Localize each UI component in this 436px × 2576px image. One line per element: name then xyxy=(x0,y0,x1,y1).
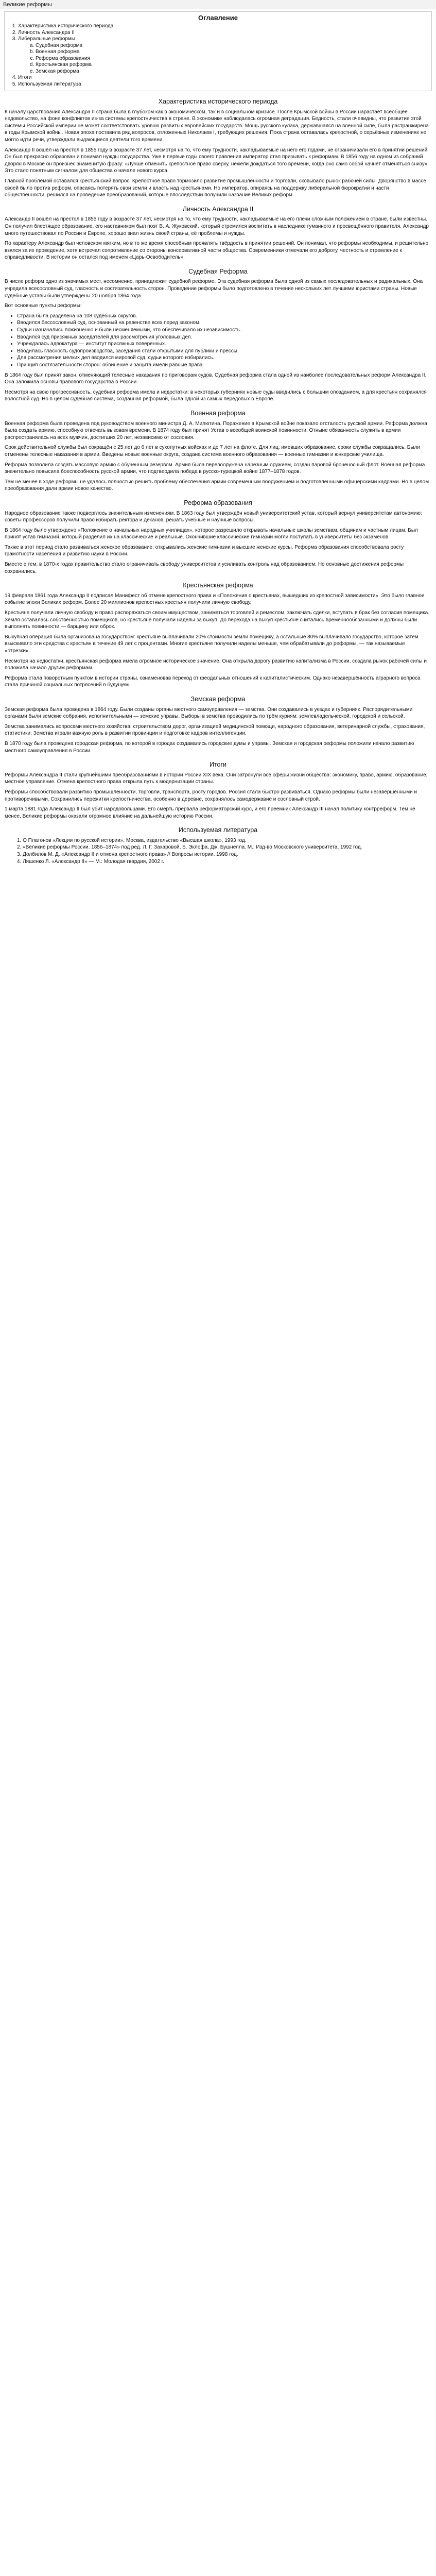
list-intro: Вот основные пункты реформы: xyxy=(5,303,82,309)
toc-subitem[interactable] xyxy=(36,62,428,69)
paragraph: Главной проблемой оставался крестьянский вопрос. Крепостное право тормозило развитие промышленности и торговли, сковывало рынок рабочей силы. Дворянство в массе своей было против реформ, опасаясь потерять свои земли и власть над крестьянами. Но император, опираясь на поддержку либеральной бюрократии и части общественности, решился на проведение преобразований, которые впоследствии получили название Великих реформ. xyxy=(5,178,426,198)
paragraph: По характеру Александр был человеком мягким, но в то же время способным проявлять твёрдость в принятии решений. Он понимал, что реформы необходимы, и решительно взялся за их проведение, хотя встречал сопротивление со стороны консервативной части общества. Современники отмечали его доброту, честность и стремление к справедливости. В истории он остался под именем «Царь-Освободитель». xyxy=(5,241,429,261)
paragraph: 1 марта 1881 года Александр II был убит народовольцами. Его смерть прервала реформаторский курс, и его преемник Александр III начал политику контрреформ. Тем не менее, Великие реформы оказали огромное влияние на дальнейшую историю России. xyxy=(5,806,415,819)
toc-item[interactable] xyxy=(18,30,428,37)
list-item: • Судьи назначались пожизненно и были несменяемыми, что обеспечивало их независимость. xyxy=(17,327,431,334)
bibliography-list xyxy=(5,837,431,865)
toc-link-results[interactable]: Итоги xyxy=(18,75,32,80)
paragraph: В 1864 году было утверждено «Положение о начальных народных училищах», которое разрешило открывать начальные школы земствам, общинам и частным лицам. Был принят устав гимназий, который разделил их на классические и реальные. Окончившие классические гимназии могли поступать в университеты без экзаменов. xyxy=(5,527,418,540)
section-title-person: Личность Александра II xyxy=(182,205,254,213)
toc-link-person[interactable]: Личность Александра II xyxy=(18,29,75,36)
paragraph: Тем не менее в ходе реформы не удалось полностью решить проблему обеспечения армии современным вооружением и подготовленными офицерскими кадрами. Но в целом преобразования дали армии новое качество. xyxy=(5,479,429,492)
paragraph: Земства занимались вопросами местного хозяйства: строительством дорог, организацией медицинской помощи, народного образования, ветеринарной службы, страхования, статистики. Земства играли важную роль в развитии провинции и подготовке кадров интеллигенции. xyxy=(5,723,425,737)
toc-item[interactable] xyxy=(18,36,428,75)
section-title-military: Военная реформа xyxy=(190,409,246,417)
list-item: • Для рассмотрения мелких дел вводился мировой суд, судьи которого избирались. xyxy=(17,354,431,362)
toc-subitem[interactable] xyxy=(36,56,428,62)
bibliography-item: 1. О Платонов «Лекции по русской истории», Москва, издательство «Высшая школа», 1993 год. xyxy=(17,837,247,843)
paragraph: Вместе с тем, в 1870-х годах правительство стало ограничивать свободу университетов и усиливать контроль над образованием. Но основные достижения реформы сохранились. xyxy=(5,562,404,574)
table-of-contents xyxy=(4,11,432,91)
toc-item[interactable] xyxy=(18,23,428,30)
paragraph: Реформы Александра II стали крупнейшими преобразованиями в истории России XIX века. Они затронули все сферы жизни общества: экономику, право, армию, образование, местное управление. Отмена крепостного права открыла путь к модернизации страны. xyxy=(5,772,428,785)
list-item: • Принцип состязательности сторон: обвинение и защита имели равные права. xyxy=(17,362,431,369)
paragraph: 19 февраля 1861 года Александр II подписал Манифест об отмене крепостного права и «Положения о крестьянах, вышедших из крепостной зависимости». Это было главное событие эпохи Великих реформ. Более 20 миллионов крепостных крестьян получили личную свободу. xyxy=(5,592,425,606)
page-title: Великие реформы xyxy=(0,0,436,9)
paragraph: В числе реформ одно из значимых мест, несомненно, принадлежит судебной реформе. Эта судебная реформа была одной из самых последовательных и радикальных. Она учредила всесословный суд, гласность и состязательность сторон. Проведение реформы было подготовлено в течение нескольких лет лучшими юристами страны. Новые судебные уставы были утверждены 20 ноября 1864 года. xyxy=(5,279,423,299)
section-title-results: Итоги xyxy=(209,761,227,769)
section-title-peasant: Крестьянская реформа xyxy=(183,582,253,589)
paragraph: В 1870 году была проведена городская реформа, по которой в городах создавались городские думы и управы. Земская и городская реформы положили начало развитию местного самоуправления в России. xyxy=(5,740,414,754)
list-item: • Вводился бессословный суд, основанный на равенстве всех перед законом. xyxy=(17,319,431,327)
toc-link-literature[interactable]: Используемая литература xyxy=(18,81,81,87)
paragraph: Реформа позволила создать массовую армию с обученным резервом. Армия была перевооружена нарезным оружием, создан паровой броненосный флот. Военная реформа значительно повысила боеспособность русской армии, что подтвердила победа в русско-турецкой войне 1877–1878 годов. xyxy=(5,462,425,475)
list-item: • Учреждалась адвокатура — институт присяжных поверенных. xyxy=(17,341,431,348)
section-title-judicial: Судебная Реформа xyxy=(188,267,248,275)
toc-subitem[interactable] xyxy=(36,69,428,75)
paragraph: Александр II вошёл на престол в 1855 году в возрасте 37 лет, несмотря на то, что ему трудности, накладываемые на его плечи сложным положением в стране, были известны. Он получил блестящее образование, его наставником был поэт В. А. Жуковский, который стремился воспитать в наследнике гуманного и просвещённого правителя. Александр много путешествовал по России и Европе, хорошо знал жизнь своей страны, её проблемы и нужды. xyxy=(5,216,429,236)
paragraph: Также в этот период стало развиваться женское образование: открывались женские гимназии и высшие женские курсы. Реформа образования способствовала росту грамотности населения и развитию науки в России. xyxy=(5,544,404,557)
paragraph: Военная реформа была проведена под руководством военного министра Д. А. Милютина. Поражение в Крымской войне показало отсталость русской армии. Реформа должна была создать армию, способную отвечать вызовам времени. В 1874 году был принят Устав о всеобщей воинской повинности. Отныне обязанность служить в армии распространялась на всех мужчин, достигших 20 лет, независимо от сословия. xyxy=(5,420,427,440)
reform-points-list xyxy=(5,313,431,369)
paragraph: Несмотря на свою прогрессивность, судебная реформа имела и недостатки: в некоторых губерниях новые суды вводились с большим опозданием, а для крестьян сохранялся волостной суд. Но в целом судебная система, созданная реформой, была одной из самых передовых в Европе. xyxy=(5,389,427,402)
toc-subitem[interactable] xyxy=(36,43,428,49)
toc-title: Оглавление xyxy=(198,14,238,22)
toc-link-reforms[interactable]: Либеральные реформы xyxy=(18,36,76,42)
toc-subitem[interactable] xyxy=(36,49,428,56)
paragraph: Реформы способствовали развитию промышленности, торговли, транспорта, росту городов. Россия стала быстро развиваться. Однако реформы были незавершёнными и противоречивыми. Сохранились пережитки крепостничества, особенно в деревне, сохранялось самодержавие и сословный строй. xyxy=(5,789,417,802)
list-item: • Страна была разделена на 108 судебных округов. xyxy=(17,313,431,320)
toc-link-military[interactable]: Военная реформа xyxy=(36,49,80,55)
section-title-zemstvo: Земская реформа xyxy=(190,695,246,703)
bibliography-item: 4. Ляшенко Л. «Александр II» — М.: Молодая гвардия, 2002 г. xyxy=(17,858,164,865)
toc-item[interactable] xyxy=(18,81,428,88)
toc-link-peasant[interactable]: Крестьянская реформа xyxy=(36,62,92,67)
paragraph: К началу царствования Александра II страна была в глубоком как в экономическом, так и в социальном кризисе. После Крымской войны в России нарастает всеобщее недовольство, на фоне конфликтов из-за системы крепостничества в стране. В экономике наблюдалась огромная деградация. Бедность, стали очевидны, что развитие этой системы Российской империи не может соответствовать уровню развитых европейских государств. Мощь русского кулака, державшаяся на военной силе, была растранжирена в годы Крымской войны. Новая эпоха поставила ряд вопросов, отложенных Николаем I, требующих решения. Пока страна оставалась крепостной, о серьёзных изменениях не могло идти речи, утверждали выдающиеся деятели того времени. xyxy=(5,109,429,143)
paragraph: В 1864 году был принят закон, отменяющий телесные наказания по приговорам судов. Судебная реформа стала одной из наиболее последовательных реформ Александра II. Она заложила основы правового государства в России. xyxy=(5,372,427,385)
paragraph: Реформа стала поворотным пунктом в истории страны, ознаменовав переход от феодальных отношений к капиталистическим. Однако незавершённость аграрного вопроса стала причиной социальных потрясений в будущем. xyxy=(5,675,421,688)
paragraph: Крестьяне получали личную свободу и право распоряжаться своим имуществом, заниматься торговлей и ремеслом, заключать сделки, вступать в брак без согласия помещика. Земля оставалась собственностью помещиков, но крестьяне получали наделы за выкуп. До перехода на выкуп крестьяне считались временнообязанными и должны были выполнять повинности — барщину или оброк. xyxy=(5,610,429,630)
toc-link-judicial[interactable]: Судебная реформа xyxy=(36,42,83,48)
bibliography-item: 3. Долбилов М. Д. «Александр II и отмена крепостного права» // Вопросы истории. 1998 год. xyxy=(17,852,238,858)
paragraph: Народное образование также подверглось значительным изменениям. В 1863 году был утверждён новый университетский устав, который вернул университетам автономию: советы профессоров получили право избирать ректора и деканов, решать учебные и научные вопросы. xyxy=(5,510,422,523)
paragraph: Несмотря на недостатки, крестьянская реформа имела огромное историческое значение. Она открыла дорогу развитию капитализма в России, создала рынок рабочей силы и положила начало другим реформам. xyxy=(5,658,427,671)
article-body xyxy=(0,98,436,865)
toc-link-zemstvo[interactable]: Земская реформа xyxy=(36,68,79,74)
section-title-education: Реформа образования xyxy=(184,499,252,506)
toc-link-education[interactable]: Реформа образования xyxy=(36,55,90,61)
section-title-literature: Используемая литература xyxy=(178,826,258,834)
paragraph: Срок действительной службы был сокращён с 25 лет до 6 лет в сухопутных войсках и до 7 лет на флоте. Для лиц, имевших образование, сроки службы сокращались. Были отменены телесные наказания в армии. Введены новые военные округа, создана система военного образования — военные гимназии и юнкерские училища. xyxy=(5,445,420,457)
list-item: • Вводилась гласность судопроизводства, заседания стали открытыми для публики и прессы. xyxy=(17,348,431,355)
toc-item[interactable] xyxy=(18,75,428,81)
section-title-history: Характеристика исторического периода xyxy=(158,98,278,105)
paragraph: Александр II вошёл на престол в 1855 году в возрасте 37 лет, несмотря на то, что ему трудности, накладываемые на него его годами, не ограничивали его в принятии решений. Он был прекрасно образован и понимал нужды государства. Уже в первые годы своего правления император стал призывать к реформам. В 1856 году на одном из собраний дворян в Москве он произнёс знаменитую фразу: «Лучше отменить крепостное право сверху, нежели дождаться того времени, когда оно само собой начнёт отменяться снизу». Это стало понятным сигналом для общества о начале нового курса. xyxy=(5,147,429,174)
paragraph: Земская реформа была проведена в 1864 году. Были созданы органы местного самоуправления — земства. Они создавались в уездах и губерниях. Распорядительными органами были земские собрания, исполнительными — земские управы. Выборы в земства проводились по трём куриям: землевладельческой, городской и сельской. xyxy=(5,706,413,720)
list-item: • Вводился суд присяжных заседателей для рассмотрения уголовных дел. xyxy=(17,334,431,341)
bibliography-item: 2. «Великие реформы России. 1856–1874» под ред. Л. Г. Захаровой, Б. Эклофа, Дж. Бушнелла. М.: Изд-во Московского университета, 1992 год. xyxy=(17,844,362,851)
toc-link-history[interactable]: Характеристика исторического периода xyxy=(18,23,114,29)
paragraph: Выкупная операция была организована государством: крестьяне выплачивали 20% стоимости земли помещику, а остальные 80% выплачивало государство, которое затем взыскивало эти средства с крестьян в течение 49 лет с процентами. Многие крестьяне получили наделы меньше, чем обрабатывали до реформы, — так называемые «отрезки». xyxy=(5,634,418,654)
